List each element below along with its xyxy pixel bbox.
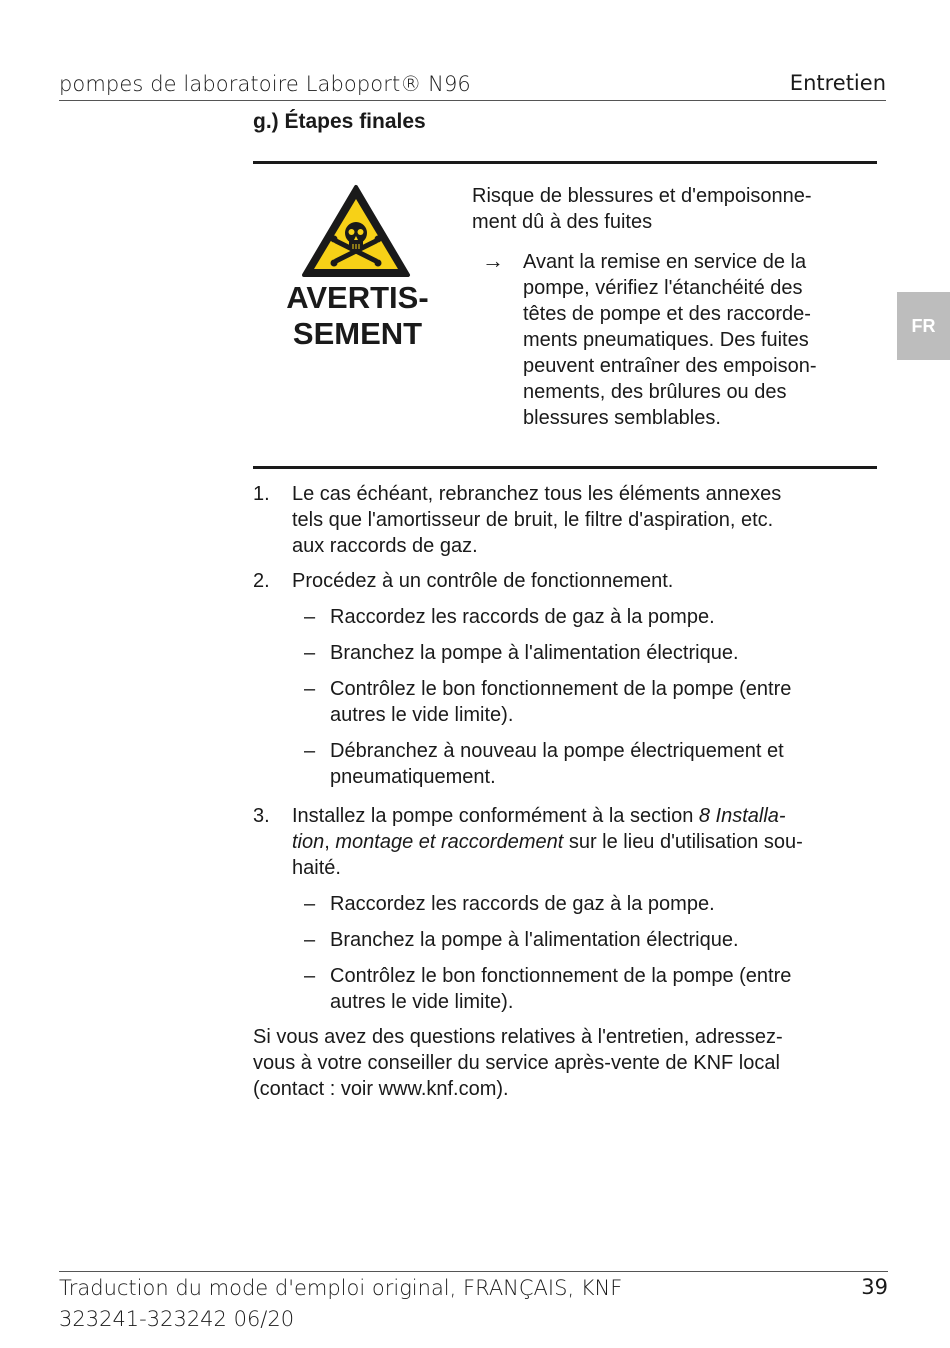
sub-item-line: Contrôlez le bon fonctionnement de la pompe (entre bbox=[330, 965, 792, 987]
sub-item-text bbox=[330, 676, 875, 728]
step-line: tels que l'amortisseur de bruit, le filtre d'aspiration, etc. bbox=[292, 509, 774, 531]
action-line: nements, des brûlures ou des bbox=[523, 381, 787, 403]
sub-item-text bbox=[330, 738, 875, 790]
closing-line: vous à votre conseiller du service après-vente de KNF local bbox=[253, 1052, 780, 1074]
step-line: Procédez à un contrôle de fonctionnement. bbox=[292, 570, 674, 592]
sub-item-dash: – bbox=[304, 642, 316, 664]
sub-item-line: Raccordez les raccords de gaz à la pompe. bbox=[330, 606, 715, 628]
warning-action bbox=[523, 249, 875, 431]
step-number: 2. bbox=[253, 570, 270, 592]
sub-item-dash: – bbox=[304, 606, 316, 628]
step-text-run: Installez la pompe conformément à la section bbox=[292, 805, 699, 827]
sub-item-dash: – bbox=[304, 929, 316, 951]
page-number: 39 bbox=[861, 1275, 888, 1299]
hazard-line: ment dû à des fuites bbox=[472, 211, 653, 233]
step-text bbox=[292, 803, 882, 881]
action-line: peuvent entraîner des empoison- bbox=[523, 355, 817, 377]
skull-warning-triangle-icon bbox=[300, 183, 412, 279]
section-reference: montage et raccordement bbox=[335, 831, 564, 853]
step-text bbox=[292, 481, 877, 559]
header-document-title: pompes de laboratoire Laboport® N96 bbox=[59, 72, 471, 96]
sub-item-text bbox=[330, 963, 875, 1015]
warning-top-rule bbox=[253, 161, 877, 164]
step-line: Le cas échéant, rebranchez tous les éléments annexes bbox=[292, 483, 782, 505]
sub-item-line: autres le vide limite). bbox=[330, 991, 514, 1013]
section-title: g.) Étapes finales bbox=[253, 110, 426, 133]
step-text-run: sur le lieu d'utilisation sou- bbox=[563, 831, 803, 853]
signal-word bbox=[265, 280, 450, 352]
action-line: Avant la remise en service de la bbox=[523, 251, 807, 273]
action-line: têtes de pompe et des raccorde- bbox=[523, 303, 811, 325]
sub-item-line: Branchez la pompe à l'alimentation électrique. bbox=[330, 929, 739, 951]
warning-bottom-rule bbox=[253, 466, 877, 469]
sub-item-line: Débranchez à nouveau la pompe électriquement et bbox=[330, 740, 784, 762]
header-chapter-title: Entretien bbox=[789, 71, 886, 95]
step-line bbox=[292, 829, 882, 855]
hazard-line: Risque de blessures et d'empoisonne- bbox=[472, 185, 812, 207]
step-line bbox=[292, 803, 882, 829]
signal-word-line2: SEMENT bbox=[292, 316, 423, 351]
sub-item-dash: – bbox=[304, 678, 316, 700]
signal-word-line1: AVERTIS- bbox=[286, 280, 429, 315]
closing-line: Si vous avez des questions relatives à l'entretien, adressez- bbox=[253, 1026, 783, 1048]
step-number: 3. bbox=[253, 805, 270, 827]
language-tab: FR bbox=[897, 292, 950, 360]
action-line: pompe, vérifiez l'étanchéité des bbox=[523, 277, 803, 299]
closing-paragraph bbox=[253, 1024, 883, 1102]
footer-divider bbox=[59, 1271, 888, 1272]
sub-item-dash: – bbox=[304, 740, 316, 762]
hazard-description bbox=[472, 183, 872, 235]
sub-item-line: pneumatiquement. bbox=[330, 766, 496, 788]
footer-translation-note: Traduction du mode d'emploi original, FRANÇAIS, KNF bbox=[59, 1276, 623, 1300]
sub-item-line: autres le vide limite). bbox=[330, 704, 514, 726]
closing-line: (contact : voir www.knf.com). bbox=[253, 1078, 509, 1100]
step-line: haité. bbox=[292, 857, 341, 879]
step-text-run: , bbox=[324, 831, 336, 853]
sub-item-line: Raccordez les raccords de gaz à la pompe. bbox=[330, 893, 715, 915]
step-line: aux raccords de gaz. bbox=[292, 535, 478, 557]
section-reference: 8 Installa- bbox=[698, 805, 786, 827]
sub-item-dash: – bbox=[304, 893, 316, 915]
section-reference: tion bbox=[292, 831, 325, 853]
action-arrow-icon: → bbox=[482, 248, 504, 273]
header-divider bbox=[59, 100, 886, 101]
action-line: ments pneumatiques. Des fuites bbox=[523, 329, 809, 351]
sub-item-line: Branchez la pompe à l'alimentation électrique. bbox=[330, 642, 739, 664]
footer-document-number: 323241-323242 06/20 bbox=[59, 1307, 295, 1331]
action-line: blessures semblables. bbox=[523, 407, 721, 429]
step-number: 1. bbox=[253, 483, 270, 505]
sub-item-dash: – bbox=[304, 965, 316, 987]
sub-item-line: Contrôlez le bon fonctionnement de la pompe (entre bbox=[330, 678, 792, 700]
